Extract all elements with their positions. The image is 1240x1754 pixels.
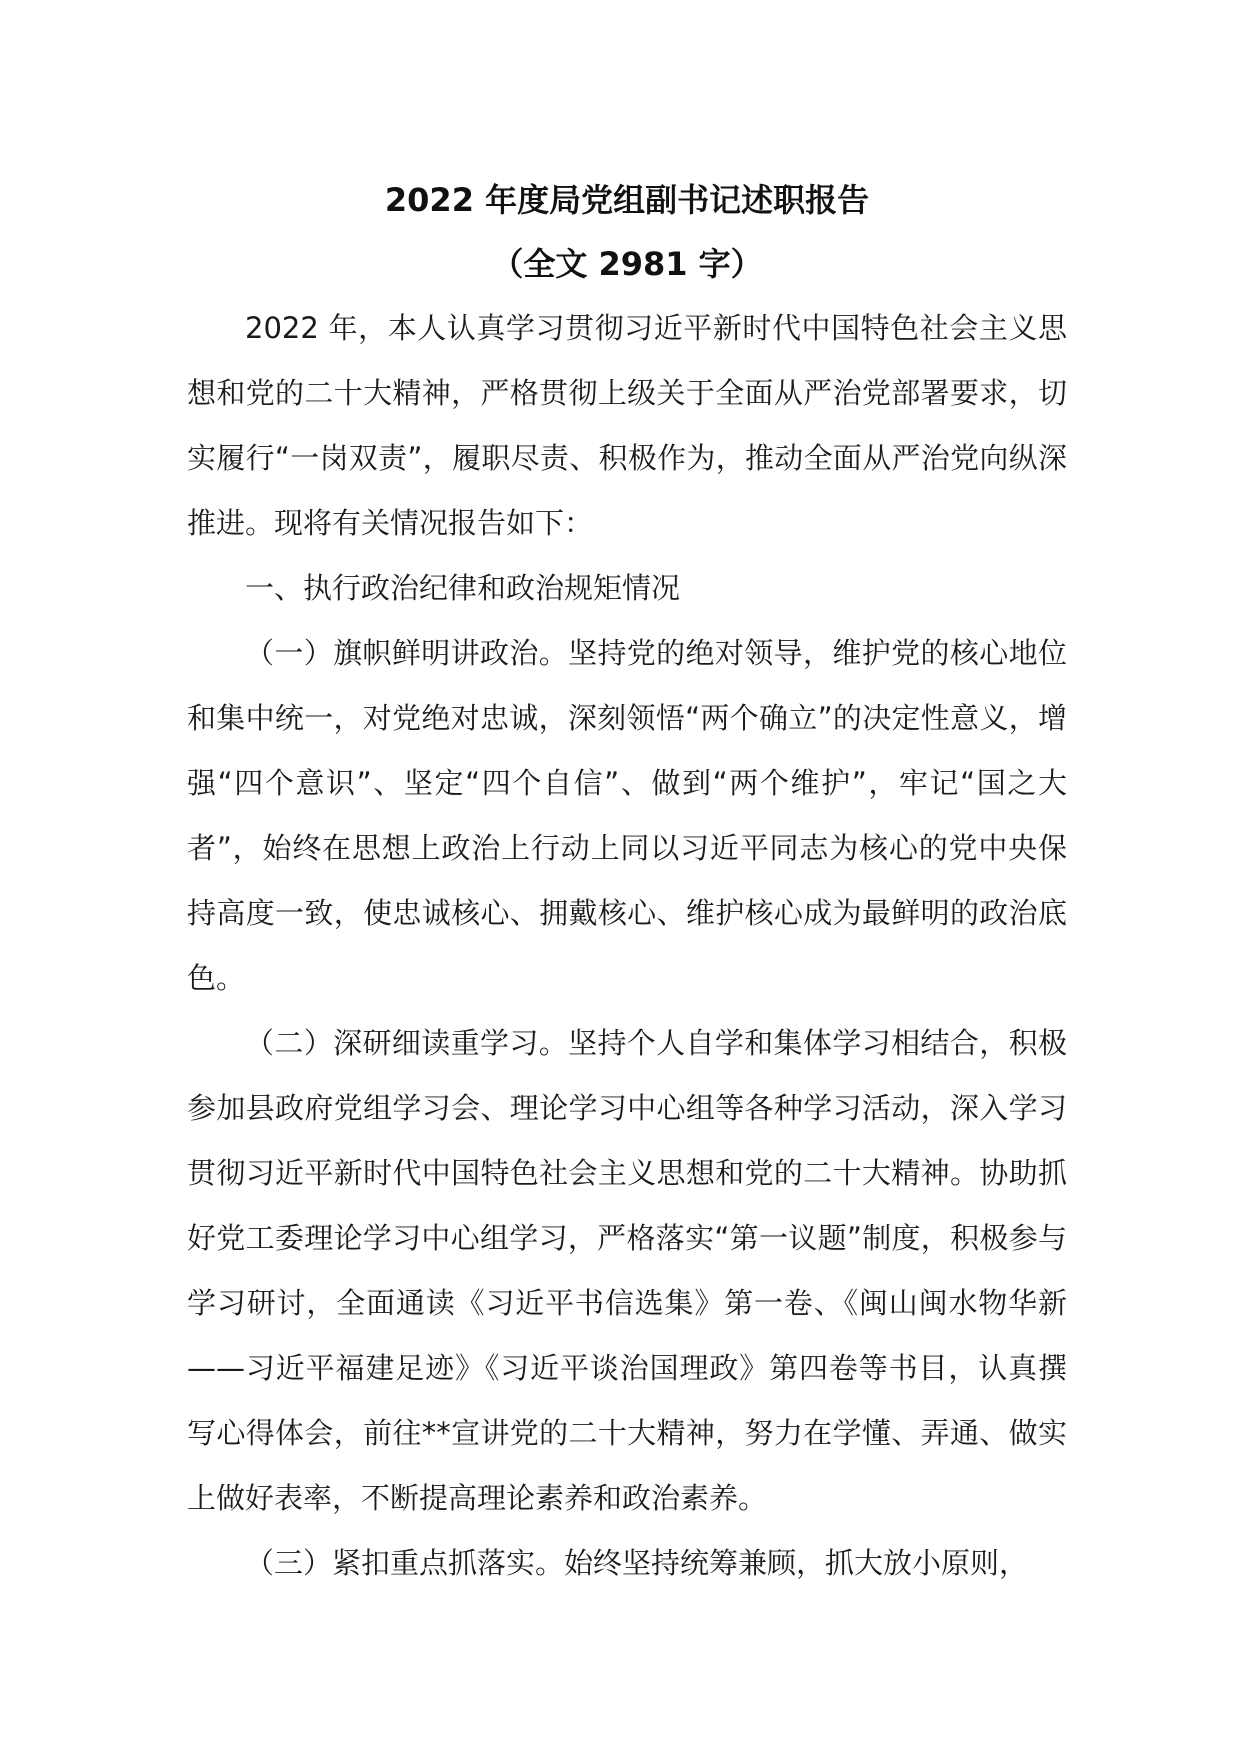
document-body	[187, 168, 1067, 1596]
paragraph-3: （三）紧扣重点抓落实。始终坚持统筹兼顾，抓大放小原则，	[245, 1546, 1029, 1580]
paragraph-1: （一）旗帜鲜明讲政治。坚持党的绝对领导，维护党的核心地位和集中统一，对党绝对忠诚，深刻领悟“两个确立”的决定性意义，增强“四个意识”、坚定“四个自信”、做到“两个维护”，牢记“国之大者”，始终在思想上政治上行动上同以习近平同志为核心的党中央保持高度一致，使忠诚核心、拥戴核心、维护核心成为最鲜明的政治底色。	[187, 636, 1067, 995]
intro-paragraph: 2022 年，本人认真学习贯彻习近平新时代中国特色社会主义思想和党的二十大精神，严格贯彻上级关于全面从严治党部署要求，切实履行“一岗双责”，履职尽责、积极作为，推动全面从严治党向纵深推进。现将有关情况报告如下：	[187, 311, 1067, 540]
paragraph-2: （二）深研细读重学习。坚持个人自学和集体学习相结合，积极参加县政府党组学习会、理论学习中心组等各种学习活动，深入学习贯彻习近平新时代中国特色社会主义思想和党的二十大精神。协助抓好党工委理论学习中心组学习，严格落实“第一议题”制度，积极参与学习研讨，全面通读《习近平书信选集》第一卷、《闽山闽水物华新——习近平福建足迹》《习近平谈治国理政》第四卷等书目，认真撰写心得体会，前往**宣讲党的二十大精神，努力在学懂、弄通、做实上做好表率，不断提高理论素养和政治素养。	[187, 1026, 1067, 1515]
section-heading: 一、执行政治纪律和政治规矩情况	[245, 571, 681, 605]
document-title: 2022 年度局党组副书记述职报告	[384, 181, 870, 219]
document-subtitle: （全文 2981 字）	[491, 245, 763, 283]
